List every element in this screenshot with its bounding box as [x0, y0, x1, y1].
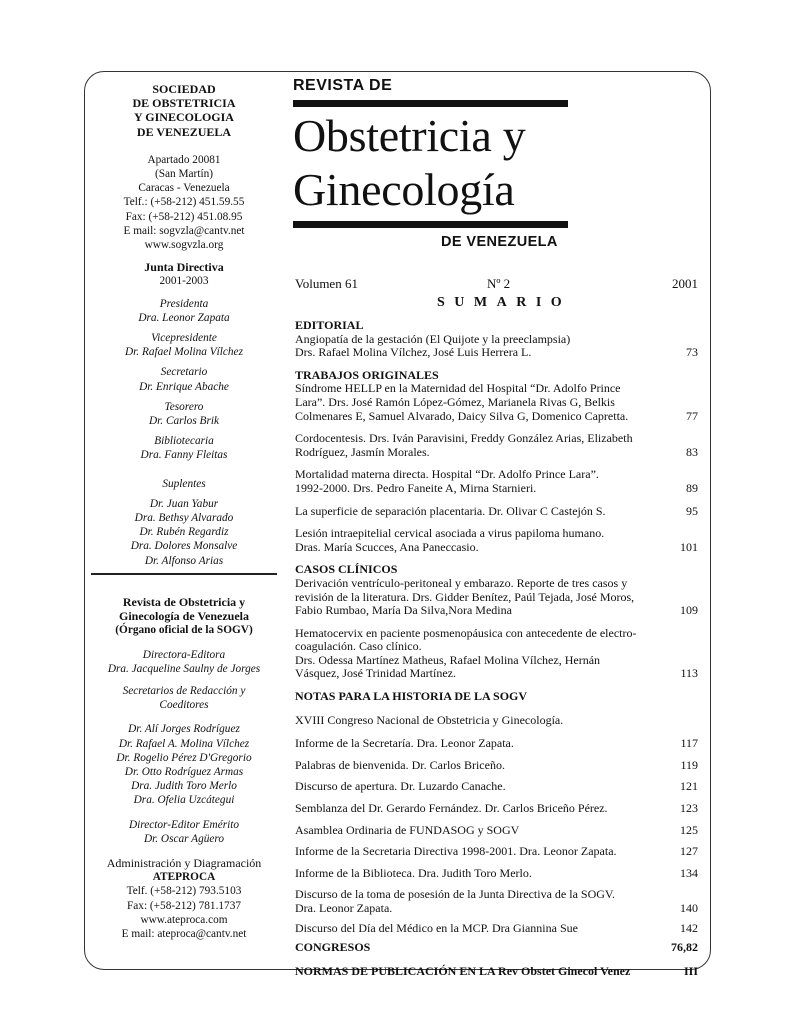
toc-page-number: 109: [680, 603, 698, 618]
role-title: Directora-Editora: [142, 648, 226, 661]
toc-page-number: 95: [686, 503, 698, 518]
coeditor-name: Dra. Ofelia Uzcátegui: [133, 794, 235, 807]
toc-entry-line: Palabras de bienvenida. Dr. Carlos Briceño.: [295, 757, 505, 772]
toc-page-number: 121: [680, 779, 698, 794]
coeditor-name: Dr. Otto Rodríguez Armas: [124, 765, 244, 778]
toc-entry: [295, 432, 698, 459]
toc-entry: [295, 759, 698, 773]
address-line: Apartado 20081: [147, 153, 221, 166]
board-title: Junta Directiva: [144, 260, 224, 275]
toc-page-number: 101: [680, 539, 698, 554]
toc-entry-congresos: [295, 941, 698, 955]
toc-entry: [295, 824, 698, 838]
toc-entry: [295, 627, 698, 681]
toc-entry-line: revisión de la literatura. Drs. Gidder Benítez, Paúl Tejada, José Moros,: [295, 589, 635, 604]
toc-entry: [295, 468, 698, 495]
masthead-de-venezuela: DE VENEZUELA: [441, 234, 558, 250]
toc-page-number: 127: [680, 844, 698, 859]
toc-entry-line: Asamblea Ordinaria de FUNDASOG y SOGV: [295, 822, 520, 837]
journal-info-title-line: Ginecología de Venezuela: [119, 609, 249, 624]
toc-entry-line: Hematocervix en paciente posmenopáusica con antecedente de electro-: [295, 625, 637, 640]
admin-title: Administración y Diagramación: [106, 855, 262, 870]
toc-page-number: 119: [680, 757, 698, 772]
toc-entry-line: 1992-2000. Drs. Pedro Faneite A, Mirna Starnieri.: [295, 480, 537, 495]
toc-page-number: 113: [680, 666, 698, 681]
role-name: Dra. Fanny Fleitas: [140, 449, 228, 462]
toc-entry-line: Informe de la Biblioteca. Dra. Judith Toro Merlo.: [295, 865, 532, 880]
society-name-line: DE OBSTETRICIA: [132, 96, 236, 111]
toc-entry-line: Lara”. Drs. José Ramón López-Gómez, Marianela Rivas G, Belkis: [295, 394, 615, 409]
toc-entry: [295, 737, 698, 751]
coeditor-name: Dr. Rogelio Pérez D'Gregorio: [116, 751, 252, 764]
phone-line: Telf.: (+58-212) 451.59.55: [123, 196, 245, 209]
issue-number: Nº 2: [487, 276, 511, 291]
toc-entry-line: Vásquez, José Trinidad Martínez.: [295, 666, 456, 681]
toc-page-number: 77: [686, 408, 698, 423]
masthead-rule-top: [293, 100, 568, 107]
sumario-heading: SUMARIO: [437, 295, 572, 310]
toc-entry: [295, 505, 698, 519]
toc-entry-line: coagulación. Caso clínico.: [295, 639, 422, 654]
role-title: Secretario: [160, 366, 208, 379]
toc-entry-line: Informe de la Secretaría. Dra. Leonor Zapata.: [295, 736, 514, 751]
toc-page-number: 73: [686, 345, 698, 360]
table-of-contents: [295, 319, 698, 978]
role-title: Tesorero: [164, 400, 204, 413]
toc-entry-line: Rodríguez, Jasmín Morales.: [295, 444, 430, 459]
society-name: [91, 82, 277, 139]
suplente-name: Dr. Alfonso Arias: [144, 554, 224, 567]
toc-entry: [295, 333, 698, 360]
toc-entry-line: Semblanza del Dr. Gerardo Fernández. Dr. Carlos Briceño Pérez.: [295, 801, 608, 816]
section-heading-editorial: EDITORIAL: [295, 318, 364, 332]
issue-year: 2001: [672, 276, 698, 291]
toc-page-number: 117: [680, 736, 698, 751]
role-name: Dra. Jacqueline Saulny de Jorges: [107, 662, 261, 675]
toc-entry-line: Discurso de la toma de posesión de la Junta Directiva de la SOGV.: [295, 887, 616, 902]
suplente-name: Dr. Rubén Regardiz: [139, 526, 229, 539]
toc-entry: [295, 922, 698, 936]
society-name-line: Y GINECOLOGIA: [134, 110, 234, 125]
society-name-line: SOCIEDAD: [152, 82, 216, 96]
toc-entry-line: Derivación ventrículo-peritoneal y embarazo. Reporte de tres casos y: [295, 575, 628, 590]
section-heading-trabajos: TRABAJOS ORIGINALES: [295, 367, 439, 382]
editorial-staff: [91, 648, 277, 846]
role-name: Dr. Enrique Abache: [139, 380, 229, 393]
coeditor-name: Dra. Judith Toro Merlo: [131, 780, 237, 793]
toc-page-number: 76,82: [671, 940, 698, 955]
toc-entry: [295, 714, 698, 728]
website-line: www.sogvzla.org: [144, 239, 224, 252]
toc-entry-line: Angiopatía de la gestación (El Quijote y la preeclampsia): [295, 331, 571, 346]
toc-entry: [295, 802, 698, 816]
role-title: Coeditores: [159, 699, 209, 712]
role-name: Dr. Rafael Molina Vílchez: [125, 346, 243, 359]
toc-page-number: 142: [680, 920, 698, 935]
section-heading-casos: CASOS CLÍNICOS: [295, 562, 398, 577]
toc-page-number: 125: [680, 822, 698, 837]
toc-entry: [295, 888, 698, 915]
toc-entry-line: Colmenares E, Samuel Alvarado, Daicy Silva G, Domenico Capretta.: [295, 408, 629, 423]
toc-page-number: 89: [686, 480, 698, 495]
suplentes-title: Suplentes: [162, 477, 206, 490]
address-line: (San Martín): [154, 168, 214, 181]
fax-line: Fax: (+58-212) 451.08.95: [125, 210, 243, 223]
toc-page-number: 123: [680, 801, 698, 816]
role-name: Dra. Leonor Zapata: [138, 311, 230, 324]
journal-info-title: [91, 595, 277, 623]
role-name: Dr. Carlos Brik: [149, 415, 219, 428]
journal-info-title-line: Revista de Obstetricia y: [122, 594, 246, 609]
toc-entry-line: Dras. María Scucces, Ana Paneccasio.: [295, 539, 479, 554]
toc-entry-line: Fabio Rumbao, María Da Silva,Nora Medina: [295, 603, 512, 618]
toc-entry: [295, 780, 698, 794]
toc-entry-line: Lesión intraepitelial cervical asociada a virus papiloma humano.: [295, 526, 605, 541]
toc-entry: [295, 577, 698, 618]
masthead-revista-de: REVISTA DE: [293, 77, 393, 94]
suplente-name: Dra. Bethsy Alvarado: [134, 512, 234, 525]
toc-page-number: 140: [680, 901, 698, 915]
toc-entry-line: Drs. Odessa Martínez Matheus, Rafael Molina Vílchez, Hernán: [295, 652, 601, 667]
suplente-name: Dra. Dolores Monsalve: [130, 540, 238, 553]
toc-entry: [295, 382, 698, 423]
coeditor-name: Dr. Alí Jorges Rodríguez: [128, 723, 240, 736]
section-heading-notas: NOTAS PARA LA HISTORIA DE LA SOGV: [295, 689, 528, 704]
toc-entry-normas: [295, 965, 698, 979]
toc-entry: [295, 845, 698, 859]
toc-entry-line: La superficie de separación placentaria. Dr. Olivar C Castejón S.: [295, 503, 606, 518]
admin-website: www.ateproca.com: [140, 913, 228, 926]
admin-phone: Telf. (+58-212) 793.5103: [126, 885, 242, 898]
left-column: [91, 82, 277, 941]
society-address: [91, 153, 277, 252]
admin-email: E mail: ateproca@cantv.net: [121, 927, 247, 940]
board-roles: [91, 297, 277, 568]
admin-company: ATEPROCA: [152, 871, 216, 884]
toc-page-number: III: [683, 963, 698, 978]
toc-entry-line: Síndrome HELLP en la Maternidad del Hospital “Dr. Adolfo Prince: [295, 381, 621, 396]
toc-entry: [295, 527, 698, 554]
role-title: Bibliotecaria: [154, 435, 214, 448]
society-name-line: DE VENEZUELA: [136, 124, 232, 139]
role-title: Director-Editor Emérito: [128, 818, 240, 831]
issue-volume: Volumen 61: [295, 276, 358, 291]
admin-fax: Fax: (+58-212) 781.1737: [127, 899, 241, 912]
masthead-title-line1: Obstetricia y: [293, 110, 526, 161]
board-period: 2001-2003: [159, 275, 209, 288]
toc-entry-line: Discurso de apertura. Dr. Luzardo Canache.: [295, 779, 506, 794]
toc-entry-line: Informe de la Secretaria Directiva 1998-2001. Dra. Leonor Zapata.: [295, 844, 617, 859]
toc-entry-line: Discurso del Día del Médico en la MCP. Dra Giannina Sue: [295, 920, 578, 935]
email-line: E mail: sogvzla@cantv.net: [123, 224, 245, 237]
toc-entry-line: XVIII Congreso Nacional de Obstetricia y Ginecología.: [295, 712, 564, 727]
toc-entry-line: CONGRESOS: [295, 940, 371, 955]
role-title: Secretarios de Redacción y: [122, 684, 246, 697]
toc-entry-line: Dra. Leonor Zapata.: [295, 901, 393, 915]
masthead-title-line2: Ginecología: [293, 164, 515, 215]
toc-entry-line: Mortalidad materna directa. Hospital “Dr. Adolfo Prince Lara”.: [295, 467, 599, 482]
journal-organ: (Órgano oficial de la SOGV): [115, 624, 253, 637]
suplente-name: Dr. Juan Yabur: [149, 497, 219, 510]
toc-entry-line: NORMAS DE PUBLICACIÓN EN LA Rev Obstet Ginecol Venez: [295, 963, 631, 978]
role-title: Vicepresidente: [151, 332, 217, 345]
toc-page-number: 134: [680, 865, 698, 880]
address-line: Caracas - Venezuela: [138, 182, 230, 195]
role-title: Presidenta: [159, 297, 209, 310]
toc-entry: [295, 867, 698, 881]
masthead-rule-bottom: [293, 221, 568, 228]
toc-entry-line: Cordocentesis. Drs. Iván Paravisini, Freddy González Arias, Elizabeth: [295, 431, 633, 446]
admin-block: [91, 856, 277, 941]
left-divider: [91, 573, 277, 575]
role-name: Dr. Oscar Agüero: [143, 832, 225, 845]
toc-entry-line: Drs. Rafael Molina Vílchez, José Luis Herrera L.: [295, 345, 532, 360]
toc-page-number: 83: [686, 444, 698, 459]
coeditor-name: Dr. Rafael A. Molina Vílchez: [118, 737, 250, 750]
